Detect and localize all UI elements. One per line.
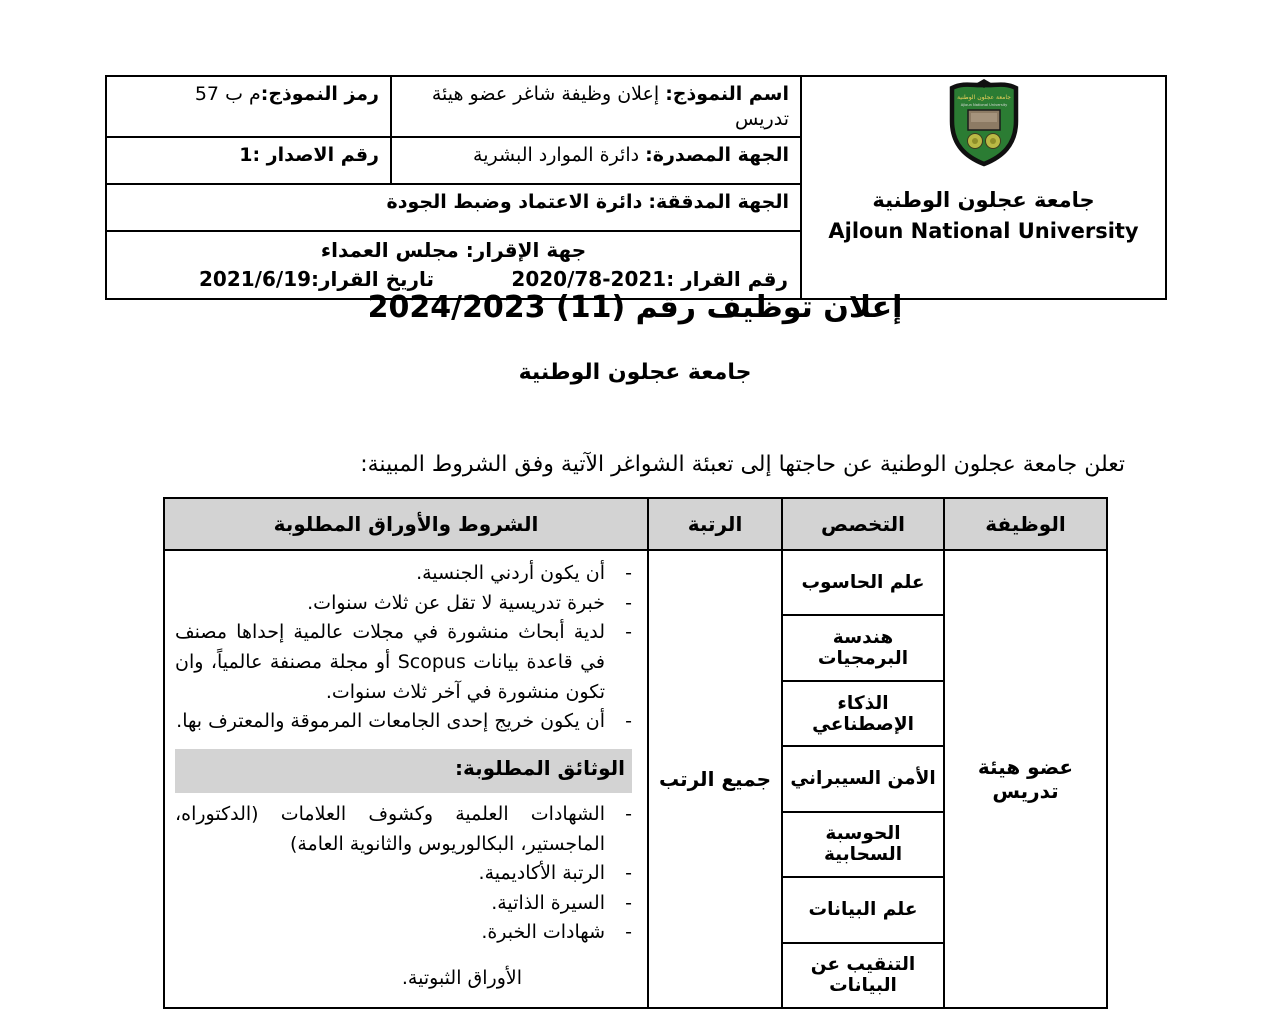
- bullet-dash: -: [625, 710, 632, 733]
- decision-date: تاريخ القرار:2021/6/19: [199, 267, 435, 292]
- university-name-english: Ajloun National University: [828, 219, 1139, 244]
- condition-item: [175, 707, 632, 737]
- vacancy-table-body-row: [164, 550, 1107, 1008]
- form-name-cell: [391, 76, 801, 137]
- condition-item: [175, 559, 632, 589]
- header-job: الوظيفة: [944, 498, 1107, 550]
- conditions-cell: [164, 550, 648, 1008]
- condition-text: خبرة تدريسية لا تقل عن ثلاث سنوات.: [307, 591, 605, 614]
- bullet-dash: -: [625, 802, 632, 825]
- form-code-label: رمز النموذج:: [260, 83, 379, 105]
- auditing-entity-value: دائرة الاعتماد وضبط الجودة: [386, 191, 643, 214]
- condition-text: أن يكون خريج إحدى الجامعات المرموقة والمعترف بها.: [176, 710, 605, 733]
- issuing-entity-value: دائرة الموارد البشرية: [473, 144, 640, 167]
- document-item: [175, 918, 632, 948]
- form-name-value: إعلان وظيفة شاغر عضو هيئة تدريس: [431, 83, 789, 130]
- condition-text: لدية أبحاث منشورة في مجلات عالمية إحداها مصنف في قاعدة بيانات Scopus أو مجلة مصنفة عالمياً، وان تكون منشورة في آخر ثلاث سنوات.: [175, 621, 606, 703]
- bullet-dash: -: [625, 891, 632, 914]
- document-text: شهادات الخبرة.: [481, 921, 605, 944]
- shield-wreath-right-center: [990, 138, 996, 144]
- form-code-value: م ب 57: [194, 83, 261, 105]
- auditing-entity-cell: [106, 184, 801, 231]
- specialization-item: الأمن السيبراني: [783, 747, 943, 812]
- specialization-item: التنقيب عن البيانات: [810, 954, 916, 997]
- university-name-arabic: جامعة عجلون الوطنية: [872, 188, 1095, 212]
- announcement-title: إعلان توظيف رقم (11) 2024/2023: [367, 290, 903, 325]
- issuing-entity-cell: [391, 137, 801, 184]
- announcement-subtitle: جامعة عجلون الوطنية: [518, 360, 752, 385]
- logo-cell: [801, 76, 1166, 299]
- header-conditions: الشروط والأوراق المطلوبة: [164, 498, 648, 550]
- specializations-list: [783, 551, 943, 1007]
- form-name-label: اسم النموذج:: [665, 83, 789, 105]
- university-logo: [944, 79, 1024, 167]
- shield-text-english: Ajloun National University: [960, 103, 1007, 107]
- bullet-dash: -: [625, 591, 632, 614]
- issue-number-label: رقم الاصدار :: [252, 144, 379, 167]
- form-code-cell: [106, 76, 391, 137]
- header-rank: الرتبة: [648, 498, 782, 550]
- bullet-dash: -: [625, 921, 632, 944]
- supporting-papers-note: الأوراق الثبوتية.: [401, 967, 522, 990]
- decision-line: [107, 263, 800, 292]
- specializations-cell: [782, 550, 944, 1008]
- approval-entity-line: جهة الإقرار: مجلس العمداء: [320, 238, 587, 263]
- issuing-entity-label: الجهة المصدرة:: [645, 144, 789, 167]
- vacancy-table: [163, 497, 1108, 1009]
- form-info-table: [105, 75, 1167, 300]
- specialization-item: علم البيانات: [783, 878, 943, 943]
- shield-text-arabic: جامعة عجلون الوطنية: [956, 94, 1011, 101]
- document-text: الرتبة الأكاديمية.: [478, 862, 605, 885]
- document-item: [175, 859, 632, 889]
- auditing-entity-label: الجهة المدققة:: [648, 191, 789, 214]
- shield-wreath-left-center: [972, 138, 978, 144]
- document-text: السيرة الذاتية.: [491, 891, 605, 914]
- job-cell: عضو هيئة تدريس: [944, 550, 1107, 1008]
- condition-text: أن يكون أردني الجنسية.: [416, 562, 605, 584]
- specialization-item: هندسة البرمجيات: [783, 616, 943, 681]
- vacancy-table-header-row: [164, 498, 1107, 550]
- shield-castle-detail: [971, 113, 997, 122]
- specialization-item: الحوسبة السحابية: [783, 813, 943, 878]
- header-specialization: التخصص: [782, 498, 944, 550]
- intro-paragraph: تعلن جامعة عجلون الوطنية عن حاجتها إلى تعبئة الشواغر الآتية وفق الشروط المبينة:: [360, 452, 1125, 477]
- decision-number: رقم القرار :2021-2020/78: [511, 267, 788, 292]
- required-documents-heading: الوثائق المطلوبة:: [175, 749, 632, 793]
- document-item: [175, 800, 632, 859]
- condition-item: [175, 618, 632, 707]
- issue-number-cell: [106, 137, 391, 184]
- issue-number-value: 1: [239, 144, 253, 167]
- bullet-dash: -: [625, 562, 632, 584]
- bullet-dash: -: [625, 862, 632, 885]
- rank-cell: جميع الرتب: [648, 550, 782, 1008]
- specialization-item: علم الحاسوب: [783, 551, 943, 616]
- specialization-item: الذكاء الإصطناعي: [783, 682, 943, 747]
- bullet-dash: -: [625, 621, 632, 644]
- document-item: [175, 889, 632, 919]
- condition-item: [175, 589, 632, 619]
- document-text: الشهادات العلمية وكشوف العلامات (الدكتوراه، الماجستير، البكالوريوس والثانوية العامة): [175, 802, 605, 855]
